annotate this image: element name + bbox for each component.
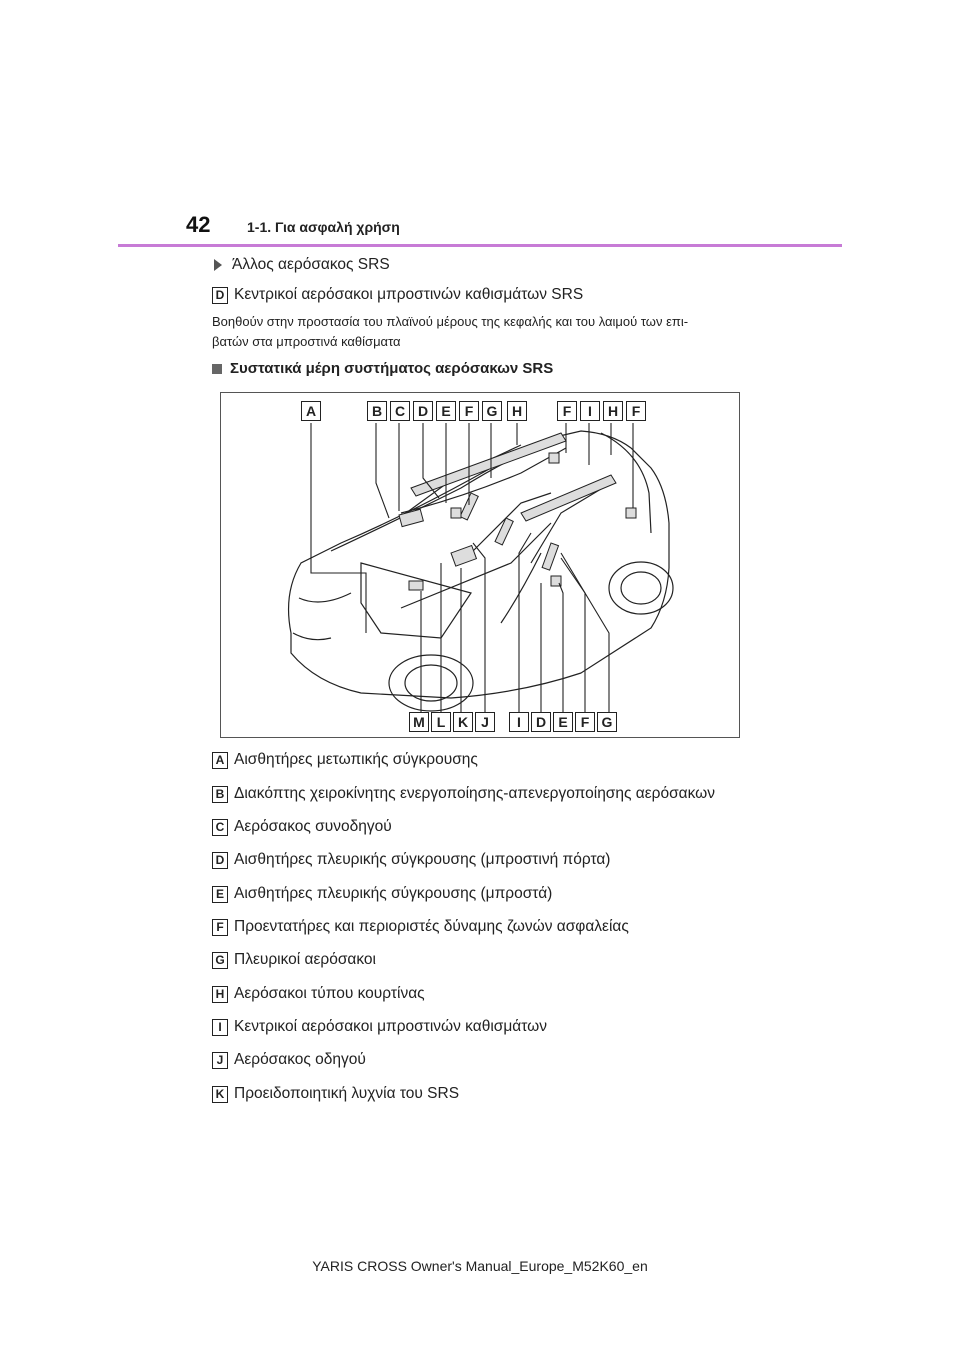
legend-item bbox=[212, 918, 629, 936]
legend-text: Αερόσακος οδηγού bbox=[234, 1051, 366, 1068]
legend-letter: H bbox=[212, 986, 228, 1003]
diagram-label-m: M bbox=[409, 712, 429, 732]
page-number: 42 bbox=[186, 212, 211, 237]
diagram-label-f-2: F bbox=[557, 401, 577, 421]
diagram-label-i: I bbox=[580, 401, 600, 421]
airbag-system-diagram bbox=[220, 392, 740, 738]
legend-item bbox=[212, 985, 425, 1003]
diagram-label-k: K bbox=[453, 712, 473, 732]
diagram-label-b: B bbox=[367, 401, 387, 421]
diagram-label-f: F bbox=[459, 401, 479, 421]
header-rule bbox=[118, 244, 842, 247]
footer: YARIS CROSS Owner's Manual_Europe_M52K60_en bbox=[312, 1258, 648, 1274]
diagram-label-f-4: F bbox=[575, 712, 595, 732]
item-d-row bbox=[212, 286, 583, 304]
legend-item bbox=[212, 1051, 366, 1069]
section-title: 1-1. Για ασφαλή χρήση bbox=[247, 219, 400, 235]
description bbox=[212, 312, 772, 352]
legend-item bbox=[212, 851, 610, 869]
legend-text: Προεντατήρες και περιοριστές δύναμης ζωνών ασφαλείας bbox=[234, 918, 629, 935]
diagram-label-h-2: H bbox=[603, 401, 623, 421]
legend-item bbox=[212, 785, 715, 803]
legend-text: Αισθητήρες μετωπικής σύγκρουσης bbox=[234, 751, 478, 768]
legend-letter: B bbox=[212, 786, 228, 803]
legend-letter: D bbox=[212, 852, 228, 869]
legend-letter: K bbox=[212, 1086, 228, 1103]
triangle-bullet-icon bbox=[214, 259, 222, 271]
other-airbag-row bbox=[212, 256, 390, 274]
legend-text: Αερόσακος συνοδηγού bbox=[234, 818, 392, 835]
legend-letter: C bbox=[212, 819, 228, 836]
legend-letter: G bbox=[212, 952, 228, 969]
description-line-1: Βοηθούν στην προστασία του πλαϊνού μέρους της κεφαλής και του λαιμού των επι- bbox=[212, 314, 689, 329]
legend-text: Πλευρικοί αερόσακοι bbox=[234, 951, 376, 968]
other-airbag-label: Άλλος αερόσακος SRS bbox=[232, 256, 390, 273]
legend-item bbox=[212, 885, 552, 903]
legend-text: Αισθητήρες πλευρικής σύγκρουσης (μπροστινή πόρτα) bbox=[234, 851, 611, 868]
legend-letter: I bbox=[212, 1019, 228, 1036]
diagram-label-f-3: F bbox=[626, 401, 646, 421]
diagram-label-j: J bbox=[475, 712, 495, 732]
diagram-label-e-2: E bbox=[553, 712, 573, 732]
diagram-label-d-2: D bbox=[531, 712, 551, 732]
legend-letter: E bbox=[212, 886, 228, 903]
square-bullet-icon bbox=[212, 364, 222, 374]
legend-letter: J bbox=[212, 1052, 228, 1069]
legend-text: Αισθητήρες πλευρικής σύγκρουσης (μπροστά) bbox=[234, 885, 553, 902]
legend-letter: F bbox=[212, 919, 228, 936]
diagram-label-h: H bbox=[507, 401, 527, 421]
legend-item bbox=[212, 751, 478, 769]
description-line-2: βατών στα μπροστινά καθίσματα bbox=[212, 334, 401, 349]
subheading: Συστατικά μέρη συστήματος αερόσακων SRS bbox=[230, 360, 554, 377]
diagram-label-a: A bbox=[301, 401, 321, 421]
item-d-letter: D bbox=[212, 287, 228, 304]
diagram-label-e: E bbox=[436, 401, 456, 421]
legend-text: Κεντρικοί αερόσακοι μπροστινών καθισμάτων bbox=[234, 1018, 547, 1035]
diagram-label-c: C bbox=[390, 401, 410, 421]
diagram-label-g-2: G bbox=[597, 712, 617, 732]
diagram-label-d: D bbox=[413, 401, 433, 421]
car-illustration bbox=[221, 393, 741, 739]
diagram-label-l: L bbox=[431, 712, 451, 732]
legend-item bbox=[212, 1085, 459, 1103]
item-d-text: Κεντρικοί αερόσακοι μπροστινών καθισμάτων SRS bbox=[234, 286, 584, 303]
diagram-label-i-2: I bbox=[509, 712, 529, 732]
diagram-label-g: G bbox=[482, 401, 502, 421]
legend-item bbox=[212, 951, 376, 969]
legend-item bbox=[212, 818, 392, 836]
subheading-row bbox=[212, 360, 553, 377]
legend-text: Προειδοποιητική λυχνία του SRS bbox=[234, 1085, 460, 1102]
legend-text: Διακόπτης χειροκίνητης ενεργοποίησης-απενεργοποίησης αερόσακων bbox=[234, 785, 716, 802]
legend-text: Αερόσακοι τύπου κουρτίνας bbox=[234, 985, 425, 1002]
legend-letter: A bbox=[212, 752, 228, 769]
legend-item bbox=[212, 1018, 547, 1036]
